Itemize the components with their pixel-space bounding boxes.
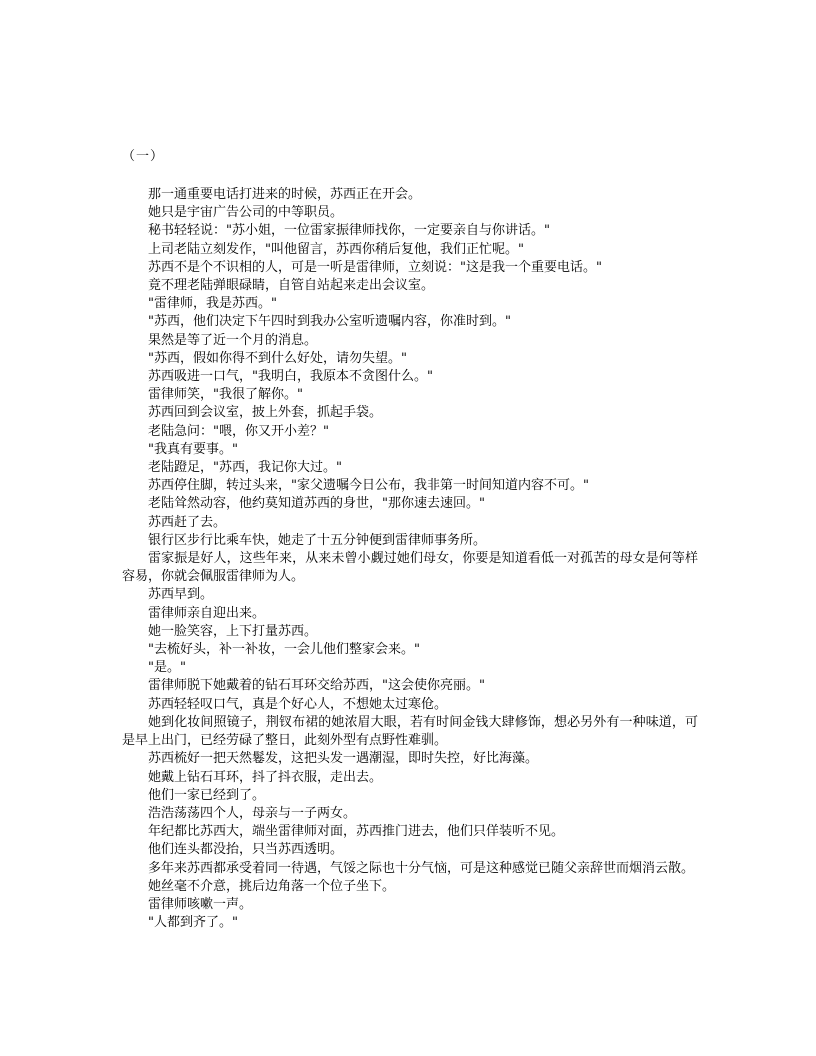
paragraph: 雷律师亲自迎出来。	[148, 605, 266, 621]
paragraph: "是。"	[148, 660, 186, 676]
paragraph: 苏西停住脚，转过头来，"家父遗嘱今日公布，我非第一时间知道内容不可。"	[148, 478, 589, 494]
paragraph: 她只是宇宙广告公司的中等职员。	[148, 205, 344, 221]
paragraph: 雷律师咳嗽一声。	[148, 896, 253, 912]
paragraph: 苏西梳好一把天然鬈发，这把头发一遇潮湿，即时失控，好比海藻。	[148, 751, 539, 767]
paragraph: "去梳好头，补一补妆，一会儿他们整家会来。"	[148, 642, 420, 658]
paragraph: 雷律师笑，"我很了解你。"	[148, 387, 303, 403]
paragraph: 她戴上钻石耳环，抖了抖衣服，走出去。	[148, 769, 383, 785]
paragraph: 雷家振是好人，这些年来，从来未曾小觑过她们母女，你要是知道看低一对孤苦的母女是何等样容易，你就会佩服雷律师为人。	[122, 551, 698, 585]
paragraph: 银行区步行比乘车快，她走了十五分钟便到雷律师事务所。	[148, 532, 487, 548]
paragraph: 果然是等了近一个月的消息。	[148, 332, 318, 348]
paragraph: 竟不理老陆弹眼碌睛，自管自站起来走出会议室。	[148, 278, 435, 294]
paragraph: "我真有要事。"	[148, 441, 238, 457]
paragraph: 秘书轻轻说："苏小姐，一位雷家振律师找你，一定要亲自与你讲话。"	[148, 223, 550, 239]
paragraph: 他们一家已经到了。	[148, 787, 266, 803]
paragraph: 那一通重要电话打进来的时候，苏西正在开会。	[148, 187, 422, 202]
paragraph: 苏西吸进一口气，"我明白，我原本不贪图什么。"	[148, 369, 433, 385]
chapter-heading: （一）	[122, 149, 165, 164]
paragraph: 她到化妆间照镜子，荆钗布裙的她浓眉大眼，若有时间金钱大肆修饰，想必另外有一种味道，可是早上出门，已经劳碌了整日，此刻外型有点野性难驯。	[122, 714, 698, 749]
paragraph: "苏西，假如你得不到什么好处，请勿失望。"	[148, 350, 407, 366]
paragraph: "人都到齐了。"	[148, 915, 238, 931]
paragraph: 老陆耸然动容，他约莫知道苏西的身世，"那你速去速回。"	[148, 496, 485, 512]
paragraph: 多年来苏西都承受着同一待遇，气馁之际也十分气恼，可是这种感觉已随父亲辞世而烟消云散。	[148, 860, 695, 876]
paragraph: 他们连头都没抬，只当苏西透明。	[148, 842, 344, 858]
paragraph: 她一脸笑容，上下打量苏西。	[148, 623, 318, 639]
paragraph: 年纪都比苏西大，端坐雷律师对面，苏西推门进去，他们只佯装听不见。	[148, 824, 565, 840]
paragraph: 老陆急问："喂，你又开小差？"	[148, 423, 329, 439]
paragraph: 雷律师脱下她戴着的钻石耳环交给苏西，"这会使你亮丽。"	[148, 678, 485, 694]
paragraph: "雷律师，我是苏西。"	[148, 296, 277, 312]
paragraph: 苏西回到会议室，披上外套，抓起手袋。	[148, 405, 383, 421]
paragraph: 苏西不是个不识相的人，可是一听是雷律师，立刻说："这是我一个重要电话。"	[148, 259, 602, 275]
paragraph: 上司老陆立刻发作，"叫他留言，苏西你稍后复他，我们正忙呢。"	[148, 241, 524, 257]
paragraph: 苏西赶了去。	[148, 514, 227, 530]
paragraph: 浩浩荡荡四个人，母亲与一子两女。	[148, 805, 357, 821]
paragraph: 苏西轻轻叹口气，真是个好心人，不想她太过寒伧。	[148, 696, 448, 712]
paragraph: "苏西，他们决定下午四时到我办公室听遗嘱内容，你准时到。"	[148, 314, 511, 330]
paragraph: 老陆蹬足，"苏西，我记你大过。"	[148, 460, 342, 476]
paragraph: 她丝毫不介意，挑后边角落一个位子坐下。	[148, 878, 396, 894]
document-body	[122, 186, 698, 932]
paragraph: 苏西早到。	[148, 587, 214, 603]
